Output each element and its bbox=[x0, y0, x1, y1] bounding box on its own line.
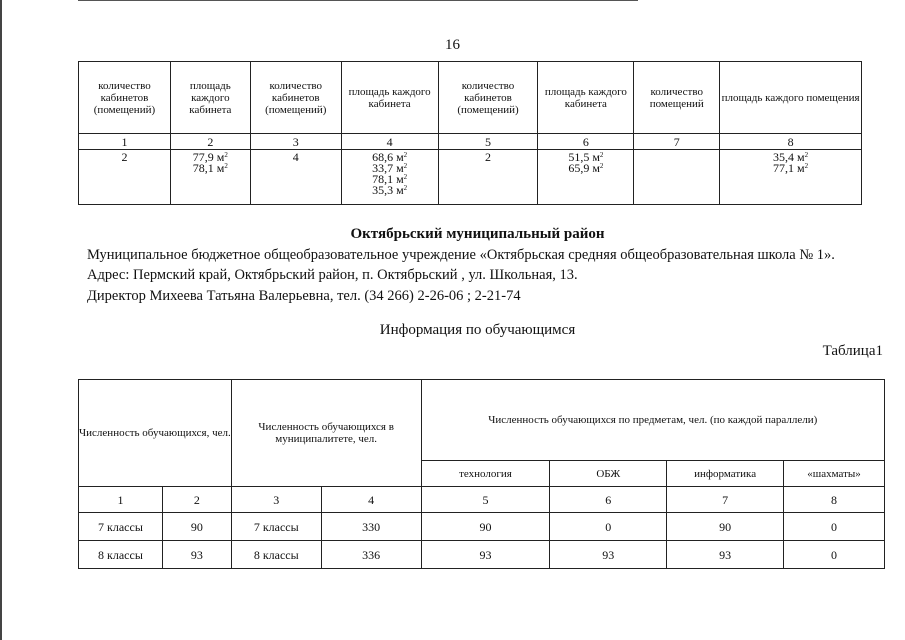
header-cell: площадь каждого кабинета bbox=[170, 62, 250, 134]
area-cell: 51,5 $м^2$ 65,9 $м^2$ bbox=[538, 150, 634, 205]
top-rule bbox=[78, 0, 638, 1]
column-number: 8 bbox=[784, 487, 885, 513]
table-header-row bbox=[79, 62, 862, 134]
subject-header: «шахматы» bbox=[784, 461, 885, 487]
room-count bbox=[634, 150, 720, 205]
section-title: Информация по обучающимся bbox=[379, 322, 576, 338]
area-cell: 68,6 $м^2$ 33,7 $м^2$ 78,1 $м^2$ 35,3 $м^2$ bbox=[341, 150, 438, 205]
table-cell: 8 классы bbox=[231, 541, 321, 569]
column-number: 1 bbox=[79, 487, 163, 513]
header-municipal: Численность обучающихся в муниципалитете, чел. bbox=[231, 380, 421, 487]
header-cell: площадь каждого кабинета bbox=[538, 62, 634, 134]
header-subjects: Численность обучающихся по предметам, чел. (по каждой параллели) bbox=[421, 380, 884, 461]
school-address: Адрес: Пермский край, Октябрьский район, п. Октябрьский , ул. Школьная, 13. bbox=[87, 267, 578, 283]
header-cell: количество кабинетов (помещений) bbox=[79, 62, 171, 134]
header-cell: площадь каждого помещения bbox=[720, 62, 862, 134]
column-number: 7 bbox=[667, 487, 784, 513]
table-cell: 93 bbox=[162, 541, 231, 569]
column-number: 5 bbox=[438, 134, 538, 150]
column-number: 7 bbox=[634, 134, 720, 150]
subject-header: информатика bbox=[667, 461, 784, 487]
column-number: 4 bbox=[341, 134, 438, 150]
table-cell: 7 классы bbox=[79, 513, 163, 541]
table-cell: 336 bbox=[321, 541, 421, 569]
table-header-row bbox=[79, 380, 885, 461]
table-cell: 7 классы bbox=[231, 513, 321, 541]
table-row bbox=[79, 541, 885, 569]
table-cell: 93 bbox=[421, 541, 550, 569]
table-cell: 0 bbox=[784, 541, 885, 569]
area-cell: 35,4 $м^2$ 77,1 $м^2$ bbox=[720, 150, 862, 205]
room-count: 2 bbox=[438, 150, 538, 205]
page-edge bbox=[0, 0, 2, 640]
students-table bbox=[78, 379, 885, 569]
header-cell: площадь каждого кабинета bbox=[341, 62, 438, 134]
classrooms-table bbox=[78, 61, 862, 205]
column-number-row bbox=[79, 487, 885, 513]
table-cell: 330 bbox=[321, 513, 421, 541]
table-cell: 90 bbox=[421, 513, 550, 541]
page-number: 16 bbox=[445, 37, 460, 53]
school-name: Муниципальное бюджетное общеобразовательное учреждение «Октябрьская средняя общеобразовательная школа № 1». bbox=[87, 247, 835, 263]
header-students: Численность обучающихся, чел. bbox=[79, 380, 232, 487]
table-label: Таблица1 bbox=[822, 343, 883, 359]
table-row bbox=[79, 513, 885, 541]
district-title: Октябрьский муниципальный район bbox=[350, 226, 605, 242]
table-cell: 0 bbox=[784, 513, 885, 541]
table-cell: 93 bbox=[550, 541, 667, 569]
column-number: 8 bbox=[720, 134, 862, 150]
table-cell: 90 bbox=[162, 513, 231, 541]
column-number: 6 bbox=[550, 487, 667, 513]
table-cell: 90 bbox=[667, 513, 784, 541]
column-number-row bbox=[79, 134, 862, 150]
header-cell: количество помещений bbox=[634, 62, 720, 134]
column-number: 5 bbox=[421, 487, 550, 513]
subject-header: технология bbox=[421, 461, 550, 487]
header-cell: количество кабинетов (помещений) bbox=[438, 62, 538, 134]
room-count: 2 bbox=[79, 150, 171, 205]
director-contact: Директор Михеева Татьяна Валерьевна, тел. (34 266) 2-26-06 ; 2-21-74 bbox=[87, 288, 521, 304]
table-cell: 8 классы bbox=[79, 541, 163, 569]
table-cell: 0 bbox=[550, 513, 667, 541]
column-number: 4 bbox=[321, 487, 421, 513]
table-cell: 93 bbox=[667, 541, 784, 569]
column-number: 3 bbox=[231, 487, 321, 513]
header-cell: количество кабинетов (помещений) bbox=[250, 62, 341, 134]
table-row bbox=[79, 150, 862, 205]
column-number: 3 bbox=[250, 134, 341, 150]
area-cell: 77,9 $м^2$ 78,1 $м^2$ bbox=[170, 150, 250, 205]
subject-header: ОБЖ bbox=[550, 461, 667, 487]
column-number: 1 bbox=[79, 134, 171, 150]
column-number: 2 bbox=[170, 134, 250, 150]
column-number: 2 bbox=[162, 487, 231, 513]
column-number: 6 bbox=[538, 134, 634, 150]
room-count: 4 bbox=[250, 150, 341, 205]
